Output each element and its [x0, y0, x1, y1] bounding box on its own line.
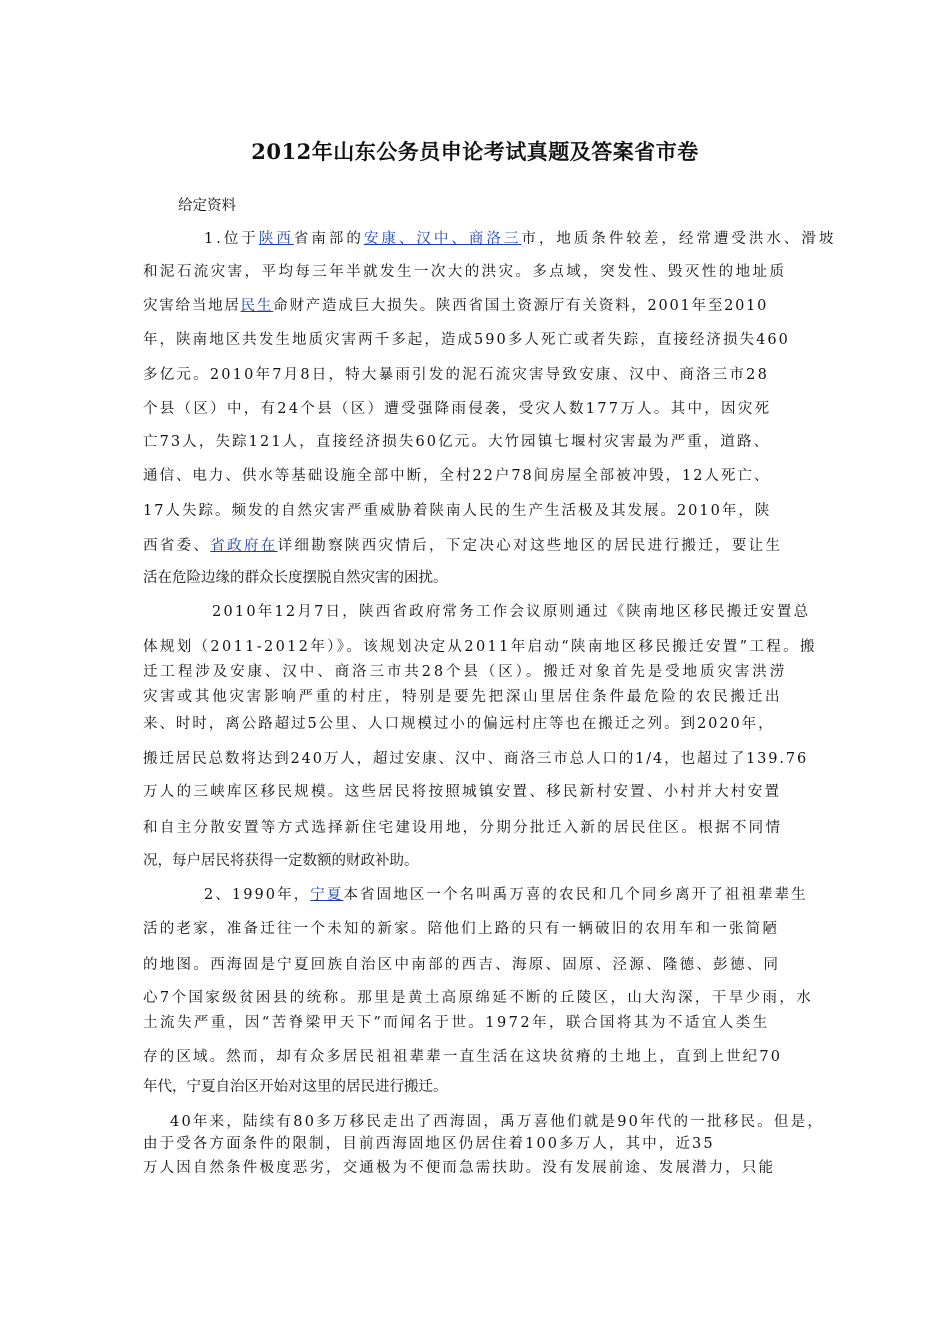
hyperlink[interactable]: 省政府在 [210, 538, 278, 554]
paragraph-line [143, 749, 808, 769]
paragraph-line [143, 1013, 770, 1033]
paragraph-line [170, 1112, 824, 1132]
text-run: 灾害给当地居 [143, 298, 241, 314]
paragraph-line [143, 399, 771, 419]
paragraph-line [143, 919, 779, 939]
paragraph-line [143, 782, 781, 802]
text-run: 土流失严重，因“苦脊梁甲天下”而闻名于世。1972年，联合国将其为不适宜人类生 [143, 1015, 770, 1031]
text-run: 万人的三峡库区移民规模。这些居民将按照城镇安置、移民新村安置、小村并大村安置 [143, 784, 782, 800]
paragraph-line [204, 885, 808, 905]
paragraph-line [204, 229, 836, 249]
paragraph-line [143, 536, 782, 556]
paragraph-line [143, 330, 790, 350]
paragraph-line [143, 296, 768, 316]
paragraph-line [212, 602, 810, 622]
text-run: 西省委、 [143, 538, 211, 554]
hyperlink[interactable]: 宁夏 [310, 887, 344, 903]
text-run: 和泥石流灾害，平均每三年半就发生一次大的洪灾。多点域，突发性、毁灭性的地址质 [143, 264, 787, 280]
text-run: 17人失踪。频发的自然灾害严重威胁着陕南人民的生产生活极及其发展。2010年，陕 [143, 503, 772, 519]
text-run: 和自主分散安置等方式选择新住宅建设用地，分期分批迁入新的居民住区。根据不同情 [143, 820, 783, 836]
paragraph-line [143, 988, 813, 1008]
text-run: 1.位于 [204, 231, 259, 247]
paragraph-line [143, 851, 419, 871]
text-run: 迁工程涉及安康、汉中、商洛三市共28个县（区）。搬迁对象首先是受地质灾害洪涝 [143, 664, 788, 680]
paragraph-line [143, 1047, 782, 1067]
text-run: 个县（区）中，有24个县（区）遭受强降雨侵袭，受灾人数177万人。其中，因灾死 [143, 401, 772, 417]
text-run: 存的区域。然而，却有众多居民祖祖辈辈一直生活在这块贫瘠的土地上，直到上世纪70 [143, 1049, 783, 1065]
text-run: 年代，宁夏自治区开始对这里的居民进行搬迁。 [143, 1079, 448, 1095]
text-run: 况，每户居民将获得一定数额的财政补助。 [143, 853, 419, 869]
hyperlink[interactable]: 安康、汉中、商洛三 [363, 231, 522, 247]
hyperlink[interactable]: 民生 [240, 298, 274, 314]
paragraph-line [143, 818, 782, 838]
text-run: 的地图。西海固是宁夏回族自治区中南部的西吉、海原、固原、泾源、隆德、彭德、同 [143, 957, 781, 973]
text-run: 亡73人，失踪121人，直接经济损失60亿元。大竹园镇七堰村灾害最为严重，道路、 [143, 434, 771, 450]
paragraph-line [143, 262, 786, 282]
paragraph-line [143, 662, 787, 682]
text-run: 多亿元。2010年7月8日，特大暴雨引发的泥石流灾害导致安康、汉中、商洛三市28 [143, 367, 769, 383]
hyperlink[interactable]: 陕西 [258, 231, 294, 247]
text-run: 心7个国家级贫困县的统称。那里是黄土高原绵延不断的丘陵区，山大沟深，干旱少雨，水 [143, 990, 814, 1006]
text-run: 市，地质条件较差，经常遭受洪水、滑坡 [521, 231, 837, 247]
text-run: 由于受各方面条件的限制，目前西海固地区仍居住着100多万人，其中，近35 [143, 1136, 715, 1152]
text-run: 2、1990年， [204, 887, 311, 903]
paragraph-line [143, 501, 771, 521]
text-run: 2010年12月7日，陕西省政府常务工作会议原则通过《陕南地区移民搬迁安置总 [212, 604, 811, 620]
paragraph-line [143, 1077, 448, 1097]
text-run: 万人因自然条件极度恶劣，交通极为不便而急需扶助。没有发展前途、发展潜力，只能 [143, 1160, 776, 1176]
text-run: 本省固地区一个名叫禹万喜的农民和几个同乡离开了祖祖辈辈生 [343, 887, 808, 903]
paragraph-line [143, 955, 780, 975]
section-heading: 给定资料 [178, 198, 236, 214]
text-run: 命财产造成巨大损失。陕西省国土资源厅有关资料，2001年至2010 [273, 298, 769, 314]
paragraph-line [143, 714, 775, 734]
paragraph-line [143, 365, 769, 385]
text-run: 通信、电力、供水等基础设施全部中断，全村22户78间房屋全部被冲毁，12人死亡、 [143, 468, 771, 484]
text-run: 省南部的 [293, 231, 364, 247]
text-run: 年，陕南地区共发生地质灾害两千多起，造成590多人死亡或者失踪，直接经济损失460 [143, 332, 790, 348]
text-run: 活在危险边缘的群众长度摆脱自然灾害的困扰。 [143, 570, 448, 586]
paragraph-line [143, 568, 448, 588]
text-run: 详细勘察陕西灾情后，下定决心对这些地区的居民进行搬迁，要让生 [277, 538, 783, 554]
paragraph-line [143, 1134, 715, 1154]
text-run: 来、时时，离公路超过5公里、人口规模过小的偏远村庄等也在搬迁之列。到2020年， [143, 716, 775, 732]
paragraph-line [143, 1158, 775, 1178]
text-run: 体规划（2011-2012年）》。该规划决定从2011年启动“陕南地区移民搬迁安置”工程。搬 [143, 639, 817, 655]
text-run: 搬迁居民总数将达到240万人，超过安康、汉中、商洛三市总人口的1/4，也超过了139.76 [143, 751, 809, 767]
paragraph-line [143, 432, 770, 452]
paragraph-line [143, 637, 817, 657]
document-title: 2012年山东公务员申论考试真题及答案省市卷 [251, 139, 699, 164]
paragraph-line [143, 466, 770, 486]
text-run: 40年来，陆续有80多万移民走出了西海固，禹万喜他们就是90年代的一批移民。但是， [170, 1114, 825, 1130]
text-run: 灾害或其他灾害影响严重的村庄，特别是要先把深山里居住条件最危险的农民搬迁出 [143, 689, 783, 705]
paragraph-line [143, 687, 782, 707]
text-run: 活的老家，准备迁往一个未知的新家。陪他们上路的只有一辆破旧的农用车和一张简陋 [143, 921, 780, 937]
